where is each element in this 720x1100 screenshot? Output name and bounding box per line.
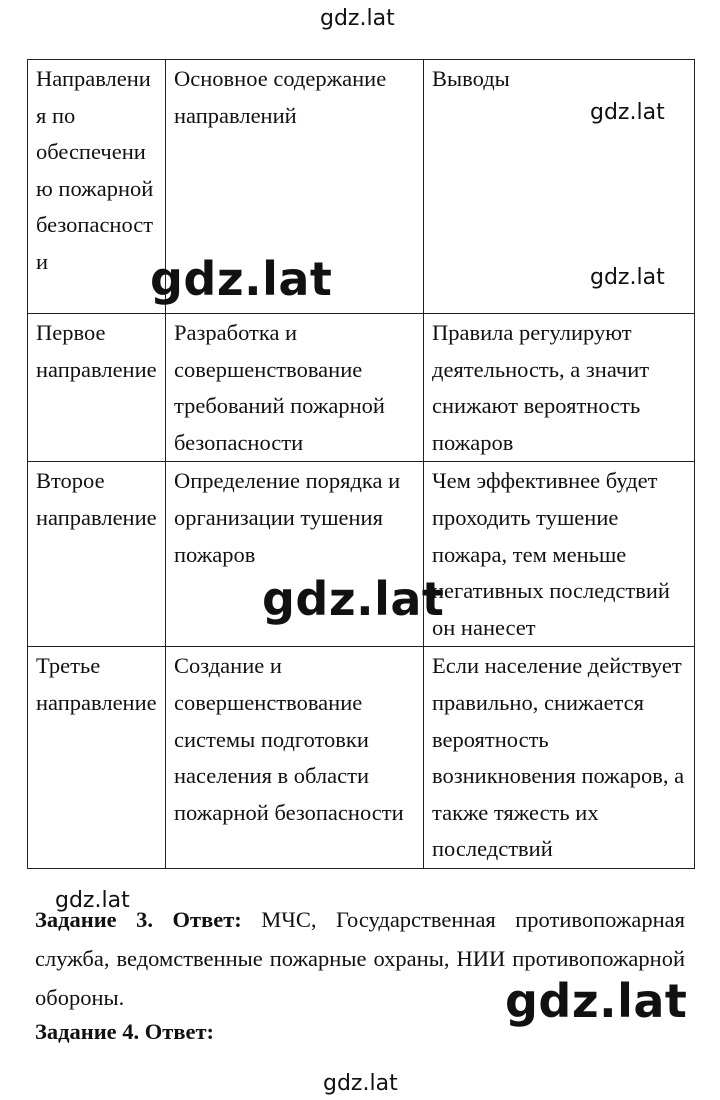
header-directions: Направления по обеспечению пожарной безопасности	[36, 66, 154, 274]
row-2-direction: Второе направление	[36, 468, 157, 530]
header-conclusions: Выводы	[432, 66, 510, 91]
watermark-bottom: gdz.lat	[323, 1071, 398, 1096]
row-3-direction-cell	[28, 647, 166, 869]
row-3-content: Создание и совершенствование системы подготовки населения в области пожарной безопасности	[174, 653, 404, 825]
row-1-conclusion-cell	[424, 314, 695, 462]
header-content: Основное содержание направлений	[174, 66, 387, 128]
task-3-label: Задание 3. Ответ:	[35, 907, 242, 932]
table-row	[28, 647, 695, 869]
watermark-header-lower-right: gdz.lat	[590, 265, 665, 290]
watermark-top: gdz.lat	[320, 6, 395, 31]
header-directions-cell	[28, 60, 166, 314]
row-2-content: Определение порядка и организации тушения пожаров	[174, 468, 401, 567]
row-2-conclusion: Чем эффективнее будет проходить тушение пожара, тем меньше негативных последствий он нанесет	[432, 468, 670, 640]
row-3-conclusion-cell	[424, 647, 695, 869]
watermark-header-big: gdz.lat	[150, 252, 333, 306]
watermark-answers-big: gdz.lat	[505, 974, 688, 1028]
row-1-conclusion: Правила регулируют деятельность, а значит снижают вероятность пожаров	[432, 320, 650, 455]
row-3-direction: Третье направление	[36, 653, 157, 715]
watermark-below-table: gdz.lat	[55, 888, 130, 913]
answer-task-4	[35, 1012, 685, 1051]
row-1-direction: Первое направление	[36, 320, 157, 382]
task-3-text: МЧС, Государственная противопожарная служба, ведомственные пожарные охраны, НИИ противопожарной обороны.	[35, 907, 685, 1010]
table-row	[28, 314, 695, 462]
row-2-direction-cell	[28, 462, 166, 647]
directions-table	[27, 59, 695, 869]
row-1-content: Разработка и совершенствование требований пожарной безопасности	[174, 320, 385, 455]
watermark-header-right: gdz.lat	[590, 100, 665, 125]
row-1-direction-cell	[28, 314, 166, 462]
row-1-content-cell	[166, 314, 424, 462]
task-4-label: Задание 4. Ответ:	[35, 1019, 215, 1044]
row-3-content-cell	[166, 647, 424, 869]
row-3-conclusion: Если население действует правильно, снижается вероятность возникновения пожаров, а также тяжесть их последствий	[432, 653, 685, 862]
watermark-table-big: gdz.lat	[262, 572, 445, 626]
row-2-conclusion-cell	[424, 462, 695, 647]
